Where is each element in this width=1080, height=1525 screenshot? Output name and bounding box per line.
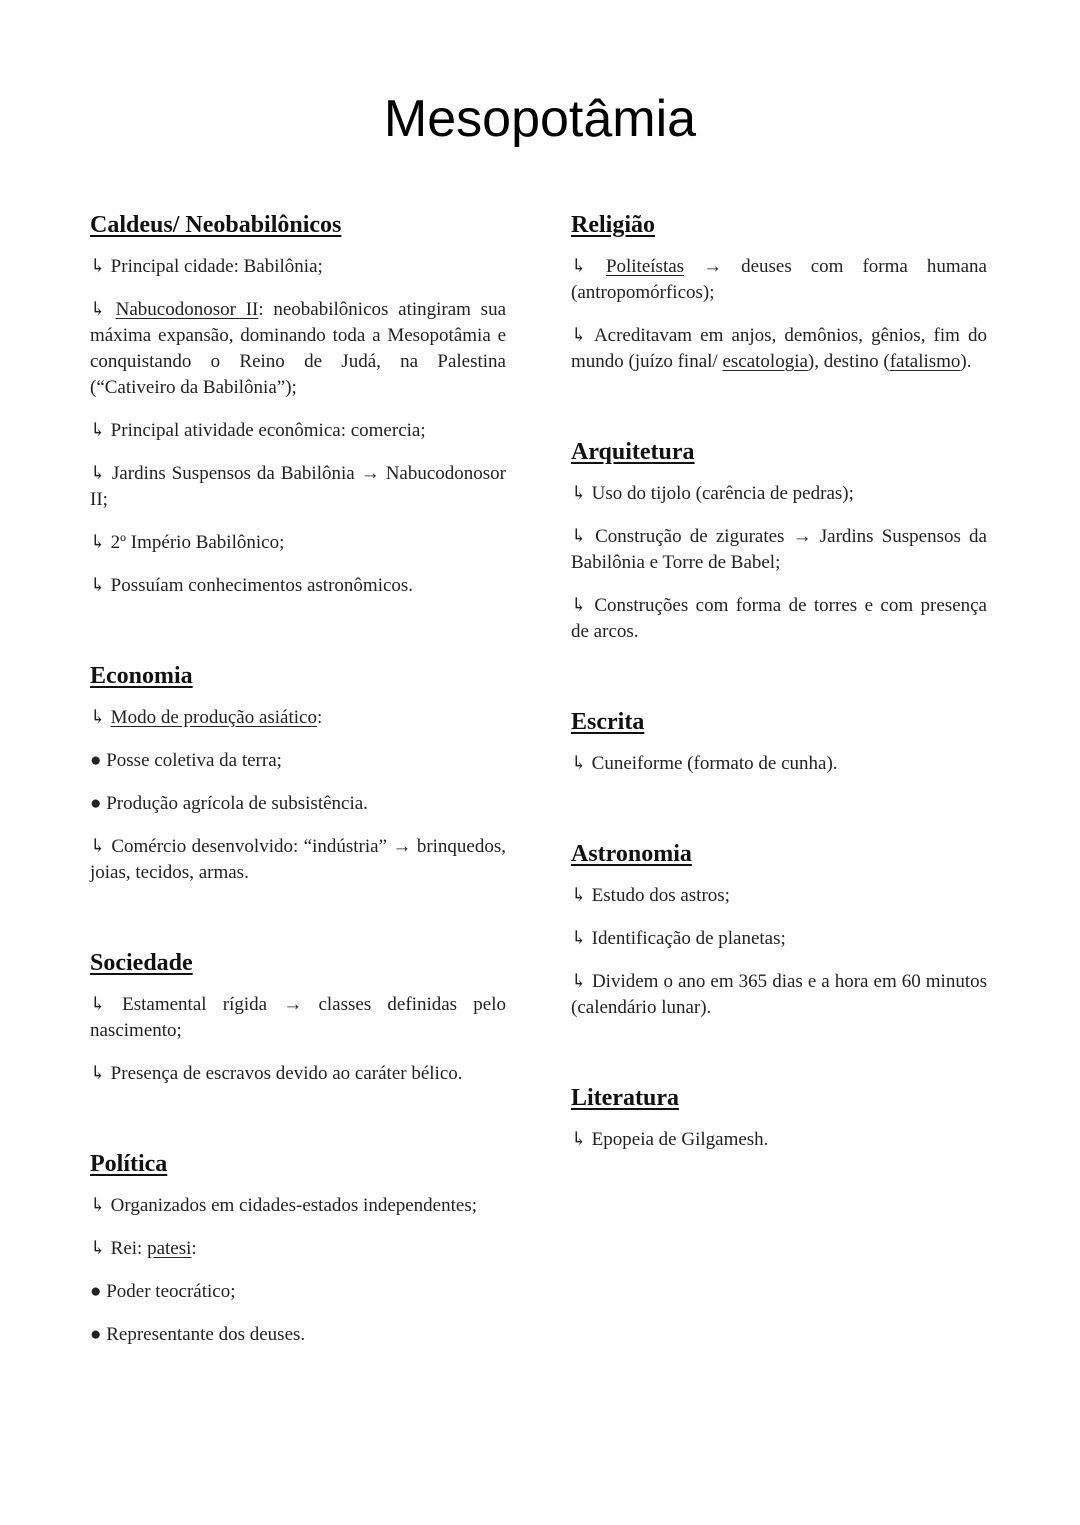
item-prefix: ↳ bbox=[90, 707, 111, 728]
list-item: ● Posse coletiva da terra; bbox=[90, 750, 282, 771]
section-astronomia bbox=[571, 839, 987, 1021]
section-escrita bbox=[571, 707, 987, 777]
list-item: ↳ Principal cidade: Babilônia; bbox=[90, 256, 323, 277]
list-item: ↳ Organizados em cidades-estados independentes; bbox=[90, 1195, 478, 1216]
list-item: ↳ Dividem o ano em 365 dias e a hora em 60 minutos (calendário lunar). bbox=[571, 971, 987, 1018]
section-heading-literatura: Literatura bbox=[571, 1085, 679, 1111]
list-item: ↳ Possuíam conhecimentos astronômicos. bbox=[90, 575, 414, 596]
list-item bbox=[90, 705, 506, 731]
item-prefix: ↳ Acreditavam em anjos, demônios, gênios, fim do mundo (juízo final/ bbox=[571, 325, 987, 372]
underlined-term: Modo de produção asiático bbox=[110, 707, 317, 728]
left-column bbox=[90, 210, 506, 1410]
item-prefix: ↳ Rei: bbox=[90, 1238, 148, 1259]
section-heading-economia: Economia bbox=[90, 663, 193, 689]
list-item bbox=[571, 323, 987, 375]
section-heading-escrita: Escrita bbox=[571, 709, 645, 735]
section-politica bbox=[90, 1149, 506, 1348]
item-text: → deuses com forma humana (antropomórficos); bbox=[571, 256, 987, 303]
page-title: Mesopotâmia bbox=[383, 90, 697, 148]
underlined-term: fatalismo bbox=[889, 351, 961, 372]
list-item: ↳ Uso do tijolo (carência de pedras); bbox=[571, 483, 854, 504]
list-item: ↳ Construções com forma de torres e com presença de arcos. bbox=[571, 595, 987, 642]
list-item bbox=[90, 1236, 506, 1262]
section-economia bbox=[90, 661, 506, 886]
item-text: : bbox=[316, 707, 323, 728]
section-heading-politica: Política bbox=[90, 1151, 168, 1177]
section-caldeus bbox=[90, 210, 506, 599]
underlined-term: Nabucodonosor II bbox=[115, 299, 259, 320]
section-heading-religiao: Religião bbox=[571, 212, 655, 238]
list-item bbox=[571, 254, 987, 306]
list-item: ↳ Cuneiforme (formato de cunha). bbox=[571, 753, 838, 774]
section-literatura bbox=[571, 1083, 987, 1153]
item-prefix: ↳ bbox=[571, 256, 606, 277]
item-text: ). bbox=[960, 351, 972, 372]
item-text: : bbox=[191, 1238, 197, 1259]
list-item bbox=[90, 297, 506, 401]
item-text: : neobabilônicos atingiram sua máxima expansão, dominando toda a Mesopotâmia e conquistando o Reino de Judá, na Palestina (“Cativeiro da Babilônia”); bbox=[90, 299, 506, 398]
right-column bbox=[571, 210, 987, 1215]
section-heading-caldeus: Caldeus/ Neobabilônicos bbox=[90, 212, 342, 238]
list-item: ● Representante dos deuses. bbox=[90, 1324, 306, 1345]
underlined-term: escatologia bbox=[722, 351, 808, 372]
section-religiao bbox=[571, 210, 987, 375]
list-item: ↳ 2º Império Babilônico; bbox=[90, 532, 285, 553]
list-item: ↳ Presença de escravos devido ao caráter bélico. bbox=[90, 1063, 463, 1084]
section-heading-sociedade: Sociedade bbox=[90, 950, 193, 976]
list-item: ↳ Comércio desenvolvido: “indústria” → brinquedos, joias, tecidos, armas. bbox=[90, 836, 506, 883]
list-item: ↳ Construção de zigurates → Jardins Suspensos da Babilônia e Torre de Babel; bbox=[571, 526, 987, 573]
item-prefix: ↳ bbox=[90, 299, 116, 320]
section-arquitetura bbox=[571, 437, 987, 645]
list-item: ↳ Identificação de planetas; bbox=[571, 928, 786, 949]
list-item: ↳ Estudo dos astros; bbox=[571, 885, 730, 906]
list-item: ↳ Epopeia de Gilgamesh. bbox=[571, 1129, 769, 1150]
item-text: ), destino ( bbox=[807, 351, 890, 372]
list-item: ● Produção agrícola de subsistência. bbox=[90, 793, 368, 814]
section-heading-arquitetura: Arquitetura bbox=[571, 439, 695, 465]
section-sociedade bbox=[90, 948, 506, 1087]
list-item: ↳ Estamental rígida → classes definidas pelo nascimento; bbox=[90, 994, 506, 1041]
underlined-term: patesi bbox=[147, 1238, 192, 1259]
underlined-term: Politeístas bbox=[605, 256, 685, 277]
list-item: ↳ Jardins Suspensos da Babilônia → Nabucodonosor II; bbox=[90, 463, 506, 510]
list-item: ↳ Principal atividade econômica: comercia; bbox=[90, 420, 426, 441]
list-item: ● Poder teocrático; bbox=[90, 1281, 236, 1302]
section-heading-astronomia: Astronomia bbox=[571, 841, 692, 867]
